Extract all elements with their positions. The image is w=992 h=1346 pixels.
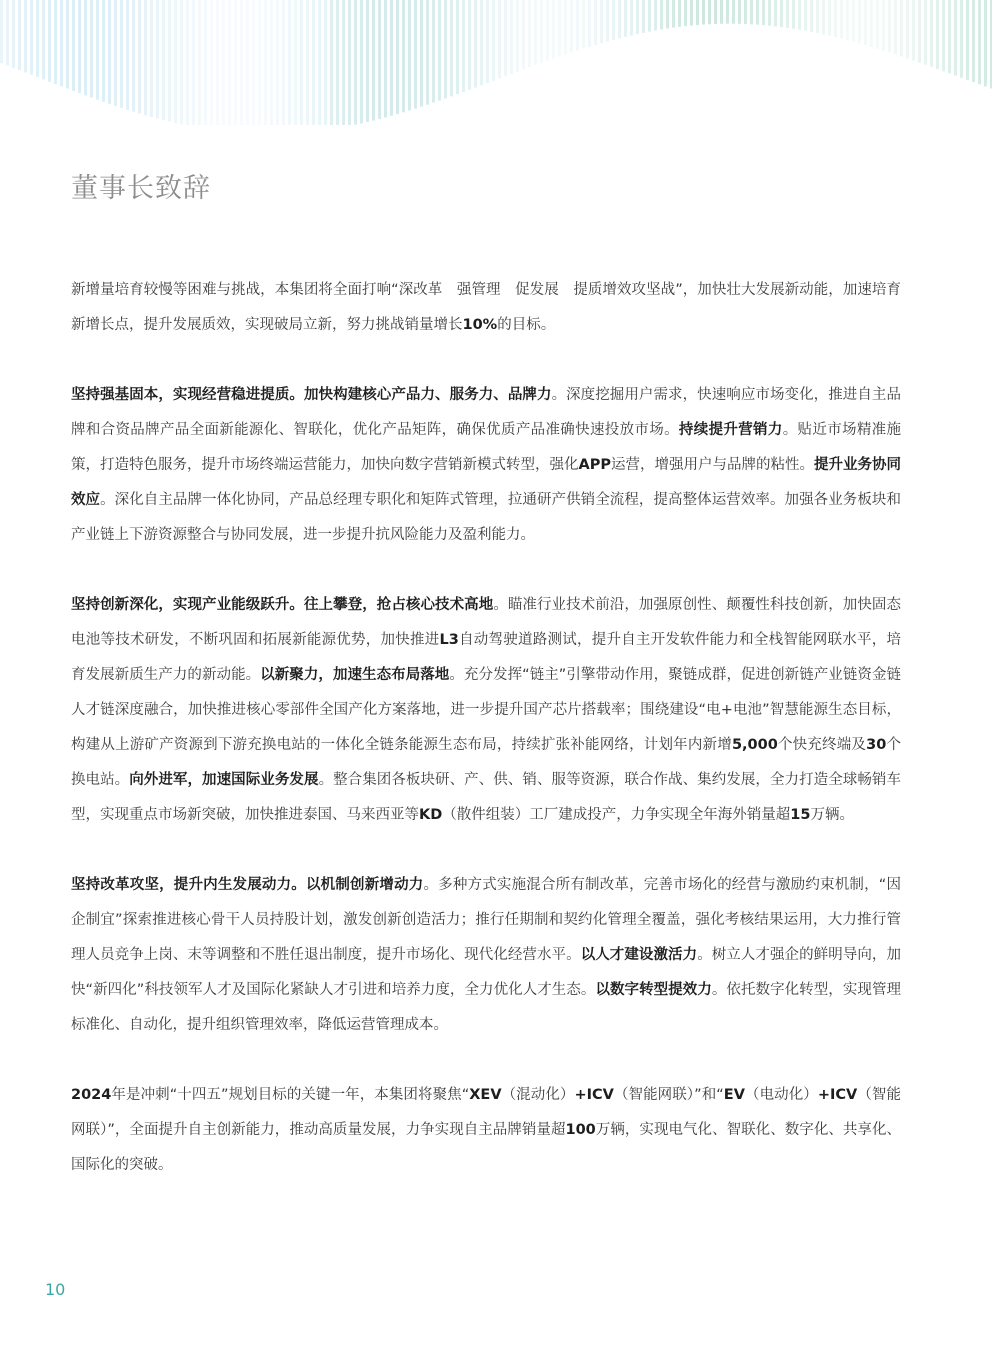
stripe [954, 0, 957, 76]
stripe [180, 0, 183, 124]
stripe [306, 0, 309, 125]
stripe [978, 0, 981, 84]
page-number: 10 [45, 1280, 66, 1299]
stripe [624, 0, 627, 37]
stripe [378, 0, 381, 119]
stripe [912, 0, 915, 61]
stripe [114, 0, 117, 106]
stripe [960, 0, 963, 78]
stripe [468, 0, 471, 90]
bold-text: XEV [469, 1087, 502, 1103]
stripe [834, 0, 837, 37]
stripe [282, 0, 285, 125]
stripe [330, 0, 333, 125]
stripe [900, 0, 903, 57]
stripe [894, 0, 897, 55]
stripe [558, 0, 561, 57]
stripe [240, 0, 243, 125]
stripe [78, 0, 81, 93]
stripe [774, 0, 777, 26]
stripe [930, 0, 933, 67]
stripe [684, 0, 687, 26]
bold-text: 15 [790, 807, 811, 823]
paragraph [71, 1078, 901, 1183]
stripe [504, 0, 507, 76]
stripe [54, 0, 57, 84]
stripe [336, 0, 339, 125]
bold-text: 提升业务协同效应 [71, 457, 902, 508]
stripe [876, 0, 879, 49]
stripe [414, 0, 417, 109]
text: （散件组装）工厂建成投产，力争实现全年海外销量超 [442, 807, 791, 823]
stripe [324, 0, 327, 125]
text: 个快充终端及 [777, 737, 867, 753]
text: 个换电站。 [71, 737, 901, 788]
stripe [162, 0, 165, 120]
stripe [348, 0, 351, 125]
stripe [30, 0, 33, 75]
stripe [936, 0, 939, 69]
stripe [438, 0, 441, 101]
stripe [66, 0, 69, 89]
stripe [216, 0, 219, 125]
stripe [402, 0, 405, 112]
paragraph [71, 378, 901, 553]
stripe [72, 0, 75, 91]
stripe [474, 0, 477, 88]
bold-text: +ICV [817, 1087, 858, 1103]
stripe [804, 0, 807, 31]
stripe [966, 0, 969, 80]
bold-text: 2024 [71, 1087, 112, 1103]
stripe [408, 0, 411, 110]
stripe [342, 0, 345, 125]
stripe [498, 0, 501, 79]
stripe [486, 0, 489, 83]
text: 的目标。 [497, 317, 556, 333]
text: （混动化） [501, 1087, 575, 1103]
text: 。整合集团各板块研、产、供、销、服等资源，联合作战、集约发展，全力打造全球畅销车型，实现重点市场新突破，加快推进泰国、马来西亚等 [71, 772, 901, 823]
stripe [882, 0, 885, 51]
stripe [168, 0, 171, 122]
stripe [372, 0, 375, 121]
stripe [750, 0, 753, 24]
stripe [222, 0, 225, 125]
stripe [564, 0, 567, 55]
stripe [84, 0, 87, 95]
stripe [522, 0, 525, 70]
stripe [642, 0, 645, 33]
stripe [606, 0, 609, 42]
bold-text: 持续提升营销力 [678, 422, 783, 438]
stripe [858, 0, 861, 43]
stripe [258, 0, 261, 125]
stripe [426, 0, 429, 105]
stripe [582, 0, 585, 49]
stripe [984, 0, 987, 86]
bold-text: 以新聚力，加速生态布局落地 [260, 667, 450, 683]
stripe [888, 0, 891, 53]
stripe [870, 0, 873, 47]
stripe [972, 0, 975, 82]
bold-text: 以人才建设激活力 [580, 947, 698, 963]
stripe [780, 0, 783, 27]
stripe [822, 0, 825, 34]
stripe [264, 0, 267, 125]
paragraph [71, 273, 901, 343]
text: 万辆，实现电气化、智联化、数字化、共享化、国际化的突破。 [71, 1122, 901, 1173]
bold-text: 以数字转型提效力 [595, 982, 712, 998]
stripe [516, 0, 519, 72]
bold-text: +ICV [574, 1087, 614, 1103]
stripe [636, 0, 639, 34]
stripe [810, 0, 813, 32]
stripe [696, 0, 699, 25]
stripe [792, 0, 795, 29]
stripe [534, 0, 537, 65]
stripe [390, 0, 393, 116]
stripe [102, 0, 105, 102]
bold-text: EV [723, 1087, 745, 1103]
stripe [204, 0, 207, 125]
stripe [948, 0, 951, 73]
stripe [576, 0, 579, 51]
stripe [918, 0, 921, 63]
stripe [714, 0, 717, 24]
stripe [672, 0, 675, 28]
stripe [654, 0, 657, 31]
stripe [174, 0, 177, 123]
text: （智能网联）”，全面提升自主创新能力，推动高质量发展，力争实现自主品牌销量超 [71, 1087, 901, 1138]
stripe [840, 0, 843, 39]
stripe [690, 0, 693, 26]
bold-text: KD [419, 807, 443, 823]
bold-text: 30 [866, 737, 887, 753]
stripe [60, 0, 63, 86]
text: 。多种方式实施混合所有制改革，完善市场化的经营与激励约束机制，“因企制宜”探索推进核心骨干人员持股计划，激发创新创造活力；推行任期制和契约化管理全覆盖，强化考核结果运用，大力推行管理人员竞争上岗、末等调整和不胜任退出制度，提升市场化、现代化经营水平。 [71, 877, 902, 963]
stripe [24, 0, 27, 72]
stripe [570, 0, 573, 53]
stripe [594, 0, 597, 45]
stripe [198, 0, 201, 125]
stripe [270, 0, 273, 125]
stripe [786, 0, 789, 28]
paragraph [71, 588, 901, 833]
bold-text: 5,000 [731, 737, 778, 753]
stripe [96, 0, 99, 100]
stripe [126, 0, 129, 110]
stripe [456, 0, 459, 94]
stripe [294, 0, 297, 125]
stripe [492, 0, 495, 81]
stripe [756, 0, 759, 25]
stripe [588, 0, 591, 47]
stripe [618, 0, 621, 38]
stripe [846, 0, 849, 40]
stripe [138, 0, 141, 114]
stripe [48, 0, 51, 82]
stripe [144, 0, 147, 115]
stripe [318, 0, 321, 125]
stripe [744, 0, 747, 24]
stripe [42, 0, 45, 79]
stripe [252, 0, 255, 125]
stripe [852, 0, 855, 42]
stripe [108, 0, 111, 104]
stripe [246, 0, 249, 125]
text: （智能网联）”和“ [613, 1087, 724, 1103]
stripe [528, 0, 531, 67]
stripe [366, 0, 369, 122]
stripe [666, 0, 669, 29]
stripe [360, 0, 363, 123]
stripe [234, 0, 237, 125]
stripe [354, 0, 357, 125]
stripe [462, 0, 465, 92]
stripe [648, 0, 651, 32]
stripe [816, 0, 819, 33]
stripe [192, 0, 195, 125]
text: 万辆。 [810, 807, 854, 823]
stripe [726, 0, 729, 24]
text: 。贴近市场精准施策，打造特色服务，提升市场终端运营能力，加快向数字营销新模式转型，强化 [71, 422, 902, 473]
text: 新增量培育较慢等困难与挑战，本集团将全面打响“深改革 强管理 促发展 提质增效攻坚战”，加快壮大发展新动能，加速培育新增长点，提升发展质效，实现破局立新，努力挑战销量增长 [71, 282, 901, 333]
stripe [444, 0, 447, 98]
bold-text: 坚持强基固本，实现经营稳进提质。加快构建核心产品力、服务力、品牌力 [71, 387, 552, 403]
text: 。树立人才强企的鲜明导向，加快“新四化”科技领军人才及国际化紧缺人才引进和培养力度，全力优化人才生态。 [71, 947, 901, 998]
stripe [738, 0, 741, 24]
stripe [798, 0, 801, 30]
page-title: 董事长致辞 [71, 173, 211, 205]
stripe [12, 0, 15, 68]
stripe [210, 0, 213, 125]
stripe [6, 0, 9, 66]
stripe [384, 0, 387, 117]
stripe [510, 0, 513, 74]
paragraph [71, 868, 901, 1043]
bold-text: 10% [462, 317, 498, 333]
text: （电动化） [744, 1087, 818, 1103]
bold-text: 向外进军，加速国际业务发展 [129, 772, 319, 788]
text: 。依托数字化转型，实现管理标准化、自动化，提升组织管理效率，降低运营管理成本。 [71, 982, 901, 1033]
text: 运营，增强用户与品牌的粘性。 [611, 457, 815, 473]
stripe [600, 0, 603, 43]
stripe [420, 0, 423, 107]
stripe [540, 0, 543, 63]
stripe [768, 0, 771, 26]
text: 自动驾驶道路测试，提升自主开发软件能力和全栈智能网联水平，培育发展新质生产力的新动能。 [71, 632, 902, 683]
stripe [630, 0, 633, 35]
stripe [942, 0, 945, 71]
bold-text: 坚持改革攻坚，提升内生发展动力。以机制创新增动力 [71, 877, 424, 893]
bold-text: 坚持创新深化，实现产业能级跃升。往上攀登，抢占核心技术高地 [71, 597, 494, 613]
stripe [312, 0, 315, 125]
stripe [300, 0, 303, 125]
stripe [828, 0, 831, 36]
stripe [36, 0, 39, 77]
stripe [660, 0, 663, 29]
stripe [228, 0, 231, 125]
striped-wave-banner [0, 0, 992, 130]
bold-text: L3 [439, 632, 459, 648]
stripe [132, 0, 135, 112]
text: 。瞄准行业技术前沿，加强原创性、颠覆性科技创新，加快固态电池等技术研发，不断巩固和拓展新能源优势，加快推进 [71, 597, 901, 648]
stripe [732, 0, 735, 24]
stripe [450, 0, 453, 96]
stripe [552, 0, 555, 59]
bold-text: APP [578, 457, 611, 473]
stripe [708, 0, 711, 24]
stripe [90, 0, 93, 98]
stripe [288, 0, 291, 125]
stripe [396, 0, 399, 114]
stripe [762, 0, 765, 25]
stripe [906, 0, 909, 59]
stripe [150, 0, 153, 117]
text: 。深度挖掘用户需求，快速响应市场变化，推进自主品牌和合资品牌产品全面新能源化、智联化，优化产品矩阵，确保优质产品准确快速投放市场。 [71, 387, 901, 438]
stripe [186, 0, 189, 125]
stripe [480, 0, 483, 85]
stripe [156, 0, 159, 119]
stripe [678, 0, 681, 27]
letter-body [71, 273, 901, 1218]
text: 。深化自主品牌一体化协同，产品总经理专职化和矩阵式管理，拉通研产供销全流程，提高整体运营效率。加强各业务板块和产业链上下游资源整合与协同发展，进一步提升抗风险能力及盈利能力。 [71, 492, 901, 543]
stripe [432, 0, 435, 103]
stripe [702, 0, 705, 25]
text: 年是冲刺“十四五”规划目标的关键一年，本集团将聚焦“ [111, 1087, 470, 1103]
stripe [864, 0, 867, 45]
stripe [720, 0, 723, 24]
stripe [18, 0, 21, 70]
stripe [120, 0, 123, 108]
stripe [612, 0, 615, 40]
stripe [0, 0, 3, 63]
stripe [546, 0, 549, 61]
stripe [276, 0, 279, 125]
bold-text: 100 [565, 1122, 596, 1138]
stripe [924, 0, 927, 65]
text: 。充分发挥“链主”引擎带动作用，聚链成群，促进创新链产业链资金链人才链深度融合，加快推进核心零部件全国产化方案落地，进一步提升国产芯片搭载率；围绕建设“电+电池”智慧能源生态目标，构建从上游矿产资源到下游充换电站的一体化全链条能源生态布局，持续扩张补能网络，计划年内新增 [71, 667, 902, 753]
